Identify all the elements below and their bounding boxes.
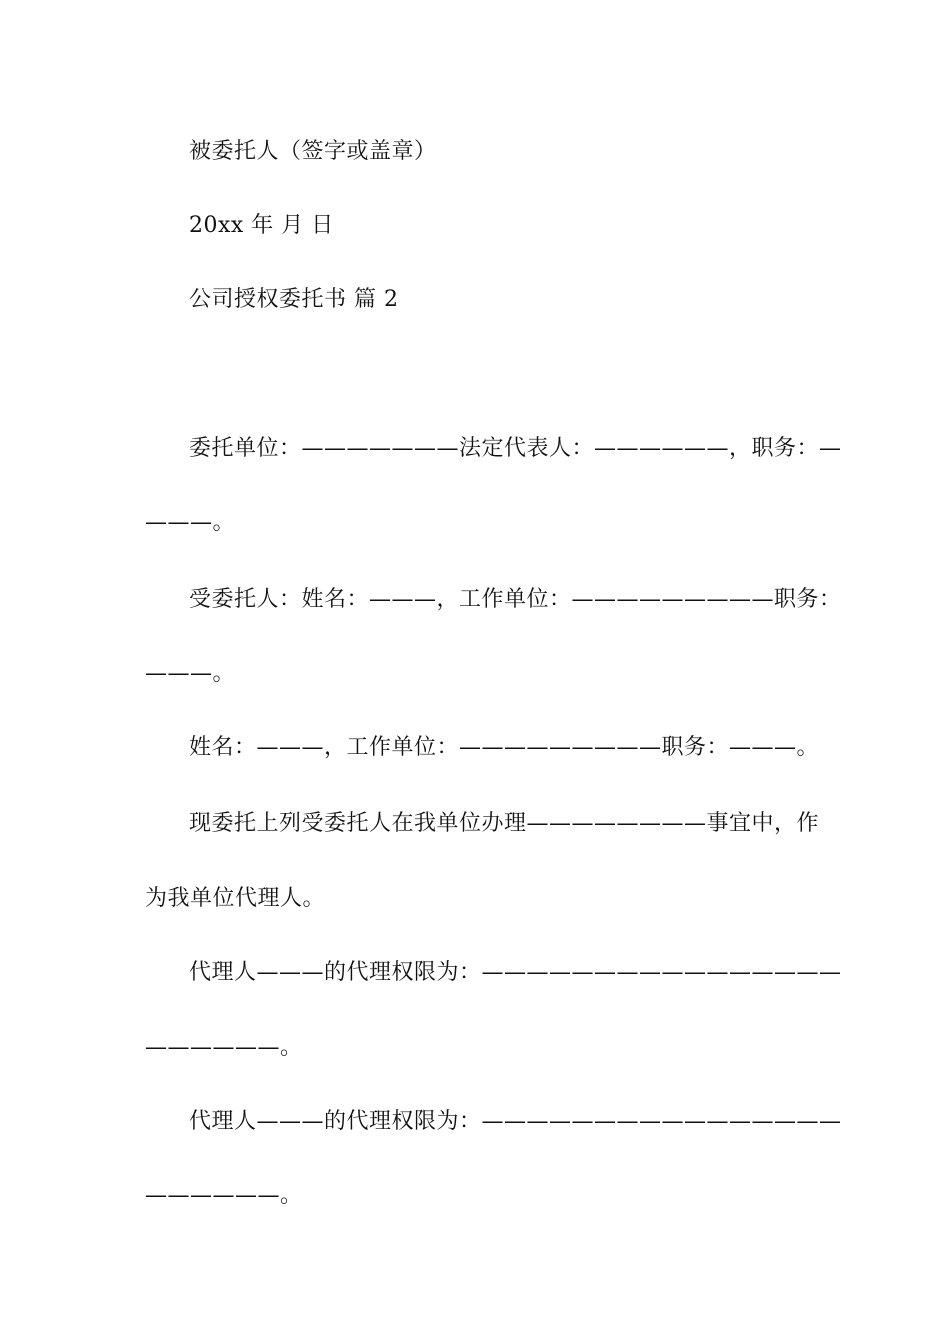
authority-line-2: 代理人———的代理权限为：———————————————— (189, 1109, 842, 1134)
entrust-paragraph-cont: 为我单位代理人。 (145, 886, 326, 911)
agent-line-1-cont: ———。 (145, 661, 236, 686)
date-line: 20xx 年 月 日 (189, 213, 334, 238)
authority-line-1-cont: ——————。 (145, 1035, 303, 1060)
entrust-paragraph: 现委托上列受委托人在我单位办理————————事宜中，作 (189, 811, 820, 836)
section-heading: 公司授权委托书 篇 2 (189, 287, 399, 312)
authority-line-1: 代理人———的代理权限为：———————————————— (189, 960, 842, 985)
signature-label: 被委托人（签字或盖章） (189, 139, 437, 164)
agent-line-1: 受委托人：姓名：———，工作单位：—————————职务： (189, 587, 842, 612)
authority-line-2-cont: ——————。 (145, 1183, 303, 1208)
principal-unit-line: 委托单位：———————法定代表人：——————，职务：— (189, 436, 842, 461)
agent-line-2: 姓名：———，工作单位：—————————职务：———。 (189, 735, 820, 760)
principal-unit-line-cont: ———。 (145, 510, 236, 535)
